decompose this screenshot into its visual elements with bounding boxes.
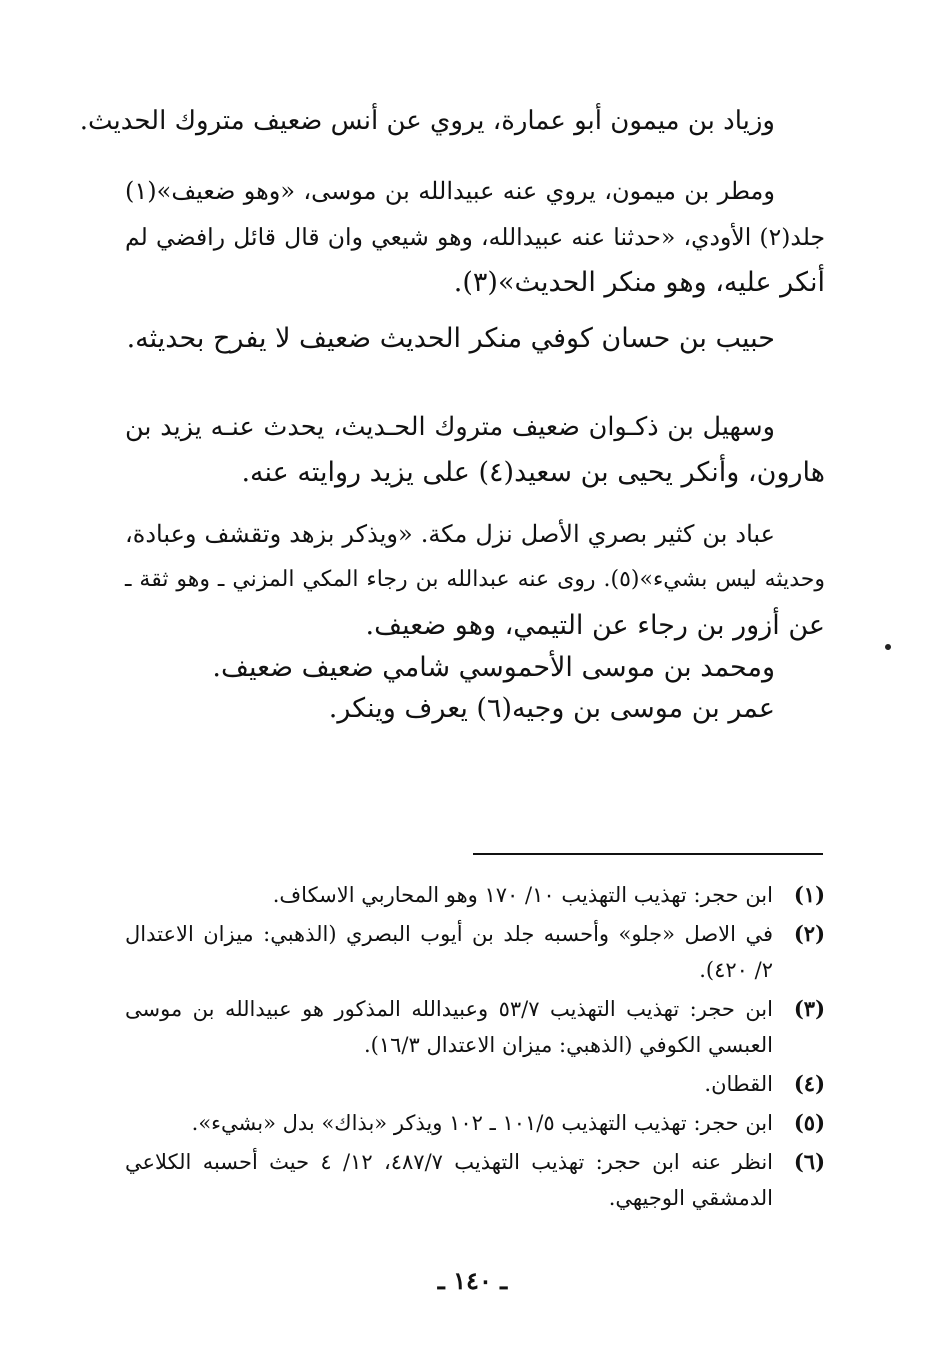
text-line: ومطر بن ميمون، يروي عنه عبيدالله بن موسى، «وهو ضعيف»(١) <box>125 177 775 205</box>
text-line: وزياد بن ميمون أبو عمارة، يروي عن أنس ضعيف متروك الحديث. <box>79 106 775 136</box>
text-line: أنكر عليه، وهو منكر الحديث»(٣). <box>453 267 825 298</box>
footnote-1 <box>125 877 825 913</box>
footnote-4 <box>125 1066 825 1102</box>
footnote-number: (٥) <box>793 1110 825 1135</box>
footnote-text: ابن حجر: تهذيب التهذيب ٥٣/٧ وعبيدالله المذكور هو عبيدالله بن موسى <box>125 997 773 1021</box>
page-number: ـ ١٤٠ ـ <box>437 1266 508 1295</box>
text-line: وسهيل بن ذكـوان ضعيف متروك الحـديث، يحدث عنـه يزيد بن <box>125 412 775 442</box>
body-paragraph-1 <box>75 98 825 144</box>
stray-dot-mark <box>885 644 891 650</box>
footnote-number: (١) <box>793 882 825 907</box>
text-line: وحديثه ليس بشيء»(٥). روى عنه عبدالله بن رجاء المكي المزني ـ وهو ثقة ـ <box>125 567 825 592</box>
footnote-text: في الاصل «جلو» وأحسبه جلد بن أيوب البصري (الذهبي: ميزان الاعتدال <box>125 922 773 946</box>
footnote-text: الدمشقي الوجيهي. <box>608 1186 773 1210</box>
footnote-6 <box>125 1144 825 1216</box>
footnote-text: ابن حجر: تهذيب التهذيب ١٠/ ١٧٠ وهو المحاربي الاسكاف. <box>272 883 773 907</box>
footnote-number: (٣) <box>793 996 825 1021</box>
body-paragraph-3 <box>75 316 825 362</box>
footnote-3 <box>125 991 825 1063</box>
text-line: عن أزور بن رجاء عن التيمي، وهو ضعيف. <box>365 610 825 641</box>
body-paragraph-2 <box>125 168 825 306</box>
footnote-2 <box>125 916 825 988</box>
text-line: هارون، وأنكر يحيى بن سعيد(٤) على يزيد روايته عنه. <box>241 457 825 488</box>
footnote-number: (٦) <box>793 1149 825 1174</box>
footnote-text: ابن حجر: تهذيب التهذيب ١٠١/٥ ـ ١٠٢ ويذكر «بذاك» بدل «بشيء». <box>191 1111 773 1135</box>
footnote-text: القطان. <box>704 1072 773 1096</box>
footnote-text: العبسي الكوفي (الذهبي: ميزان الاعتدال ١٦/٣). <box>364 1033 773 1057</box>
footnote-text: انظر عنه ابن حجر: تهذيب التهذيب ٤٨٧/٧، ١٢/ ٤ حيث أحسبه الكلاعي <box>125 1150 773 1174</box>
text-line: عباد بن كثير بصري الأصل نزل مكة. «ويذكر بزهد وتقشف وعبادة، <box>125 520 775 548</box>
footnote-separator <box>473 853 823 855</box>
text-line: حبيب بن حسان كوفي منكر الحديث ضعيف لا يفرح بحديثه. <box>126 323 775 354</box>
body-paragraph-6 <box>75 645 825 691</box>
footnotes-section <box>125 877 825 1219</box>
footnote-number: (٤) <box>793 1071 825 1096</box>
footnote-5 <box>125 1105 825 1141</box>
text-line: جلد(٢) الأودي، «حدثنا عنه عبيدالله، وهو شيعي وان قال قائل رافضي لم <box>125 223 825 251</box>
text-line: ومحمد بن موسى الأحموسي شامي ضعيف ضعيف. <box>212 652 775 683</box>
footnote-text: ٢/ ٤٢٠). <box>699 958 773 982</box>
text-line: عمر بن موسى بن وجيه(٦) يعرف وينكر. <box>328 693 775 724</box>
body-paragraph-7 <box>75 686 825 732</box>
body-paragraph-5 <box>125 511 825 649</box>
body-paragraph-4 <box>125 404 825 496</box>
footnote-number: (٢) <box>793 921 825 946</box>
